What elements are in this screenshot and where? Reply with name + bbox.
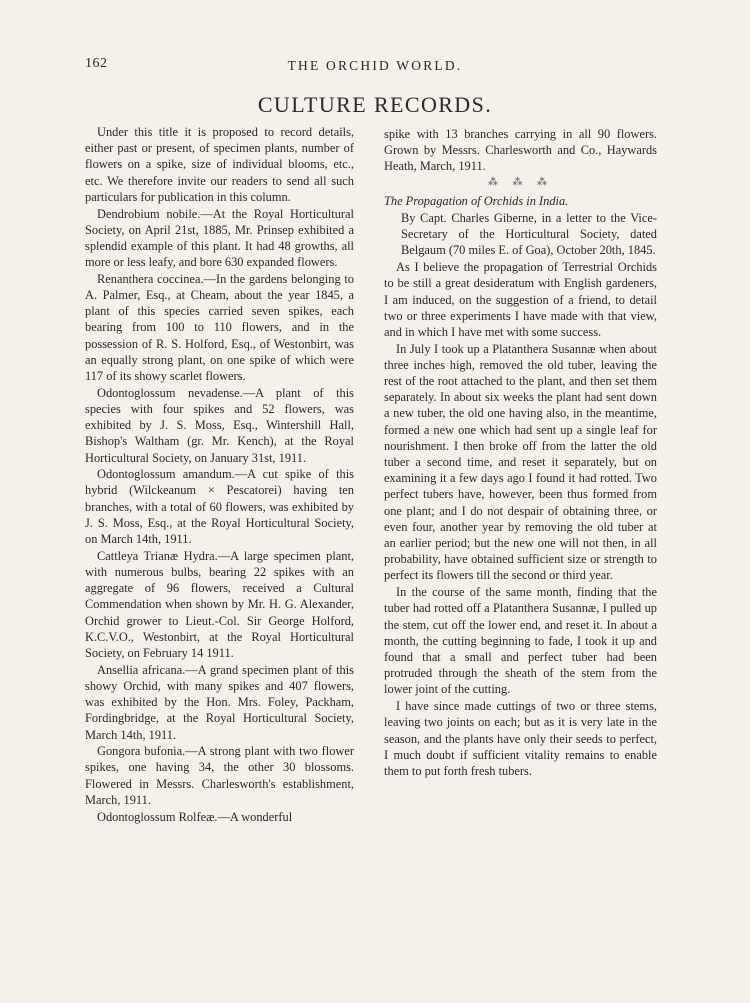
culture-record: Odontoglossum nevadense.—A plant of this species with four spikes and 52 flowers, was exhibited by J. S. Moss, Esq., Wintershill Hall, Bishop's Waltham (gr. Mr. Kench), at the Royal Horticultural Society, on January 31st, 1911.	[85, 385, 354, 465]
left-column	[85, 124, 354, 825]
culture-record: Gongora bufonia.—A strong plant with two flower spikes, one having 34, the other 30 blossoms. Flowered in Messrs. Charlesworth's establishment, March, 1911.	[85, 744, 354, 807]
culture-record: Dendrobium nobile.—At the Royal Horticultural Society, on April 21st, 1885, Mr. Prinsep exhibited a splendid example of this plant. It had 48 growths, all more or less leafy, and bore 630 expanded flowers.	[85, 206, 354, 270]
article-paragraph: As I believe the propagation of Terrestrial Orchids to be still a great desideratum with English gardeners, I am induced, on the suggestion of a friend, to detail two or three experiments I have made with that view, and in which I have met with some success.	[384, 260, 657, 339]
running-title: THE ORCHID WORLD.	[287, 58, 463, 73]
article-title: The Propagation of Orchids in India.	[384, 194, 569, 209]
culture-record: Ansellia africana.—A grand specimen plant of this showy Orchid, with many spikes and 407 flowers, was exhibited by the Hon. Mrs. Foley, Packham, Fordingbridge, at the Royal Horticultural Society, March 14th, 1911.	[85, 662, 354, 742]
section-title: CULTURE RECORDS.	[257, 92, 493, 117]
culture-record: Cattleya Trianæ Hydra.—A large specimen plant, with numerous bulbs, bearing 22 spikes with an aggregate of 96 flowers, received a Cultural Commendation when shown by Mr. H. G. Alexander, Orchid grower to Lieut.-Col. Sir George Holford, K.C.V.O., Westonbirt, at the Royal Horticultural Society, on February 14 1911.	[85, 548, 354, 660]
culture-record: Odontoglossum Rolfeæ.—A wonderful	[97, 809, 293, 824]
article-byline: By Capt. Charles Giberne, in a letter to the Vice-Secretary of the Horticultural Society, dated Belgaum (70 miles E. of Goa), October 20th, 1845.	[401, 211, 657, 258]
article-paragraph: In July I took up a Platanthera Susannæ when about three inches high, removed the old tuber, leaving the rest of the root attached to the plant, and then set them separately. In about six weeks the plant had sent down a new tuber, the old one having also, in the meantime, formed a new one which had sent up a single leaf for nourishment. I then broke off from the latter the old tuber a second time, and reset it separately, but on examining it a few days ago I found it had rotted. Two perfect tubers have, however, been thus formed from one plant; and I do not despair of obtaining three, or even four, another year by removing the old tuber at an earlier period; but the new one will not then, in all probability, have obtained sufficient size or strength to perfect its flowers till the second or third year.	[384, 341, 657, 583]
right-column	[384, 126, 657, 780]
culture-record: Renanthera coccinea.—In the gardens belonging to A. Palmer, Esq., at Cheam, about the year 1845, a plant of this species carried seven spikes, each bearing from 100 to 110 flowers, and in the possession of R. S. Holford, Esq., of Westonbirt, was an equally strong plant, on one spike of which were 117 of its showy scarlet flowers.	[85, 271, 354, 384]
article-paragraph: In the course of the same month, finding that the tuber had rotted off a Platanthera Susannæ, I pulled up the stem, cut off the lower end, and reset it. In about a month, the cutting beginning to fade, I took it up and found that a small and perfect tuber had been protruded through the sheath of the stem from the lower joint of the cutting.	[384, 585, 657, 697]
intro-paragraph: Under this title it is proposed to record details, either past or present, of specimen plants, number of flowers on a spike, size of individual blooms, etc., etc. We therefore invite our readers to send all such particulars for publication in this column.	[85, 125, 354, 204]
page-number: 162	[85, 56, 108, 71]
section-ornament: ⁂ ⁂ ⁂	[488, 177, 553, 189]
article-paragraph: I have since made cuttings of two or three stems, leaving two joints on each; but as it is very late in the season, and the plants have only their seeds to perfect, I much doubt if sufficient vitality remains to enable them to put forth fresh tubers.	[384, 699, 657, 778]
continuation-paragraph: spike with 13 branches carrying in all 90 flowers. Grown by Messrs. Charlesworth and Co., Haywards Heath, March, 1911.	[384, 127, 657, 174]
culture-record: Odontoglossum amandum.—A cut spike of this hybrid (Wilckeanum × Pescatorei) having ten branches, with a total of 60 flowers, was exhibited by J. S. Moss, Esq., at the Royal Horticultural Society, on March 14th, 1911.	[85, 467, 354, 547]
article-heading	[384, 193, 657, 209]
